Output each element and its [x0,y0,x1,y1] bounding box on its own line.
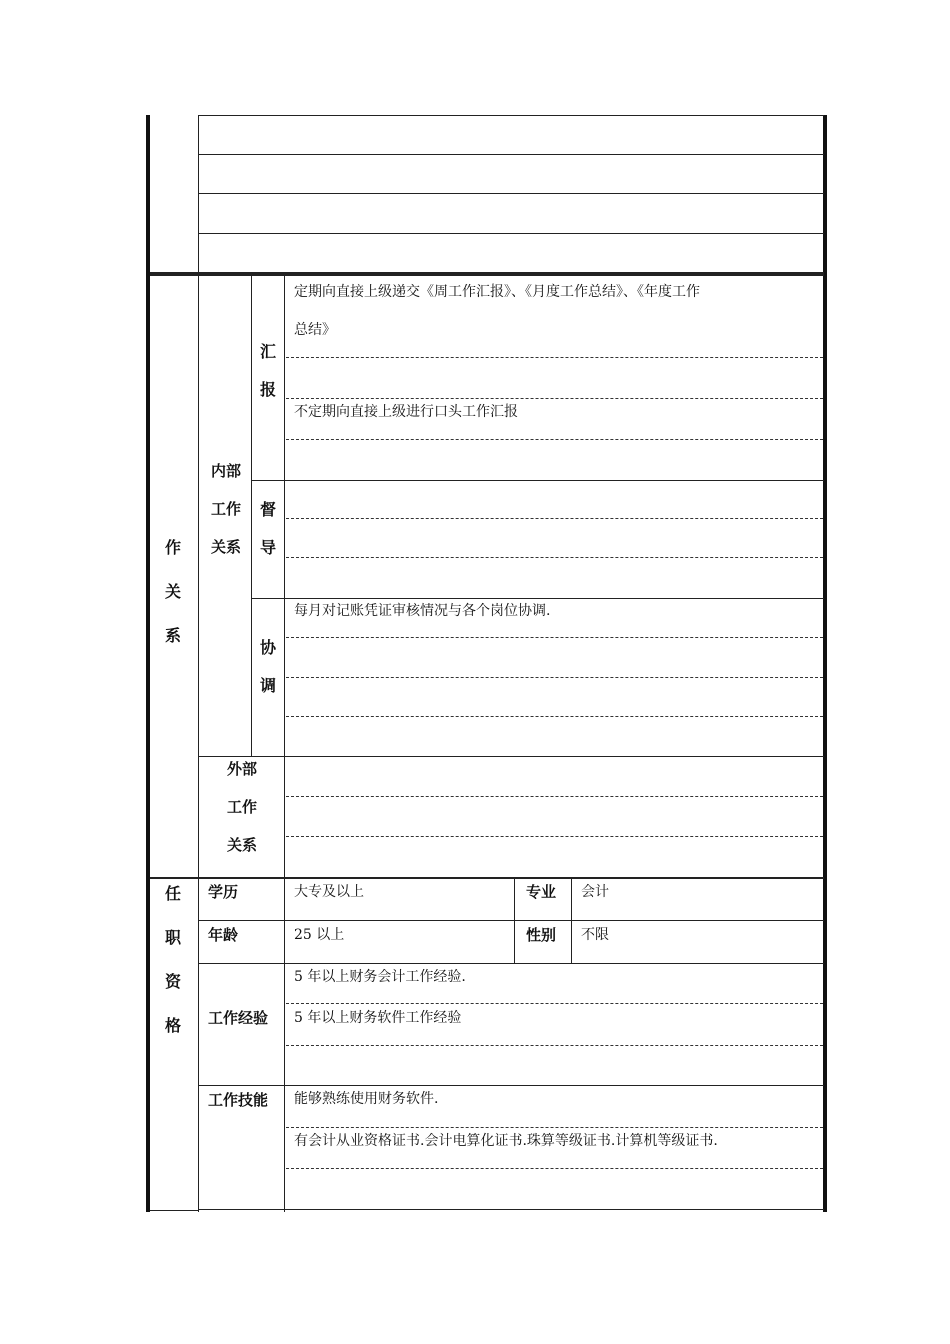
major-value: 会计 [581,884,609,900]
external-relations-label [214,750,270,864]
qual-col2-divider [284,879,285,1212]
education-value: 大专及以上 [294,884,364,900]
relations-col2-divider [251,276,252,756]
label-char: 作 [164,538,181,557]
top-row-line-4 [198,233,824,234]
dashed-line [286,518,823,519]
qualifications-top-line [150,877,824,879]
row-line [198,963,824,964]
label-line: 工作 [210,500,241,518]
label-line: 关系 [226,836,257,854]
top-block-divider [198,115,199,275]
coordinate-label [254,629,282,705]
label-char: 汇 [259,342,276,361]
dashed-line [286,1003,823,1004]
dashed-line [286,1045,823,1046]
education-label: 学历 [208,883,239,901]
qual-col4-divider [571,879,572,963]
label-char: 职 [164,928,181,947]
report-label [254,333,282,409]
row-line [198,1085,824,1086]
age-value: 25 以上 [294,927,345,943]
experience-line-1: 5 年以上财务会计工作经验. [294,969,466,985]
dashed-line [286,439,823,440]
gender-label: 性别 [526,926,557,944]
label-line: 工作 [226,798,257,816]
label-line: 外部 [226,760,257,778]
right-thick-border [823,115,827,1212]
qualifications-label [159,872,187,1048]
top-row-line-3 [198,193,824,194]
skills-line-1: 能够熟练使用财务软件. [294,1091,439,1107]
label-char: 报 [259,380,276,399]
internal-relations-label [204,452,248,566]
skills-line-2: 有会计从业资格证书.会计电算化证书.珠算等级证书.计算机等级证书. [294,1133,718,1149]
internal-bottom-line [198,756,824,757]
top-row-line-1 [198,115,824,116]
label-char: 导 [259,538,276,557]
label-line: 关系 [210,538,241,556]
label-char: 关 [164,582,181,601]
experience-line-2: 5 年以上财务软件工作经验 [294,1010,462,1026]
qual-col3-divider [514,879,515,963]
report-bottom-line [251,480,824,481]
dashed-line [286,557,823,558]
dashed-line [286,716,823,717]
label-line: 内部 [210,462,241,480]
report-line-1: 定期向直接上级递交《周工作汇报》、《月度工作总结》、《年度工作 [294,284,700,300]
dashed-line [286,677,823,678]
dashed-line [286,796,823,797]
dashed-line [286,1127,823,1128]
relations-col1-divider [198,276,199,878]
left-thick-border [146,115,150,1212]
label-char: 资 [164,972,181,991]
label-char: 督 [259,500,276,519]
dashed-line [286,1168,823,1169]
dashed-line [286,836,823,837]
label-char: 系 [164,626,181,645]
label-char: 协 [259,638,276,657]
dashed-line [286,637,823,638]
coordinate-line-1: 每月对记账凭证审核情况与各个岗位协调. [294,603,551,619]
dashed-line [286,398,823,399]
report-line-2: 总结》 [294,322,336,338]
skills-label: 工作技能 [208,1091,269,1109]
label-char: 调 [259,676,276,695]
supervise-bottom-line [251,598,824,599]
supervise-label [254,491,282,567]
age-label: 年龄 [208,926,239,944]
experience-label: 工作经验 [208,1009,269,1027]
label-char: 任 [164,884,181,903]
gender-value: 不限 [581,927,609,943]
work-relations-label [159,526,187,658]
table-bottom-stub [150,1210,198,1211]
qual-col1-divider [198,879,199,1212]
report-line-3: 不定期向直接上级进行口头工作汇报 [294,404,518,420]
dashed-line [286,357,823,358]
major-label: 专业 [526,883,557,901]
relations-col3-divider [284,276,285,878]
table-bottom-line [198,1209,824,1210]
top-row-line-2 [198,154,824,155]
label-char: 格 [164,1016,181,1035]
row-line [198,920,824,921]
